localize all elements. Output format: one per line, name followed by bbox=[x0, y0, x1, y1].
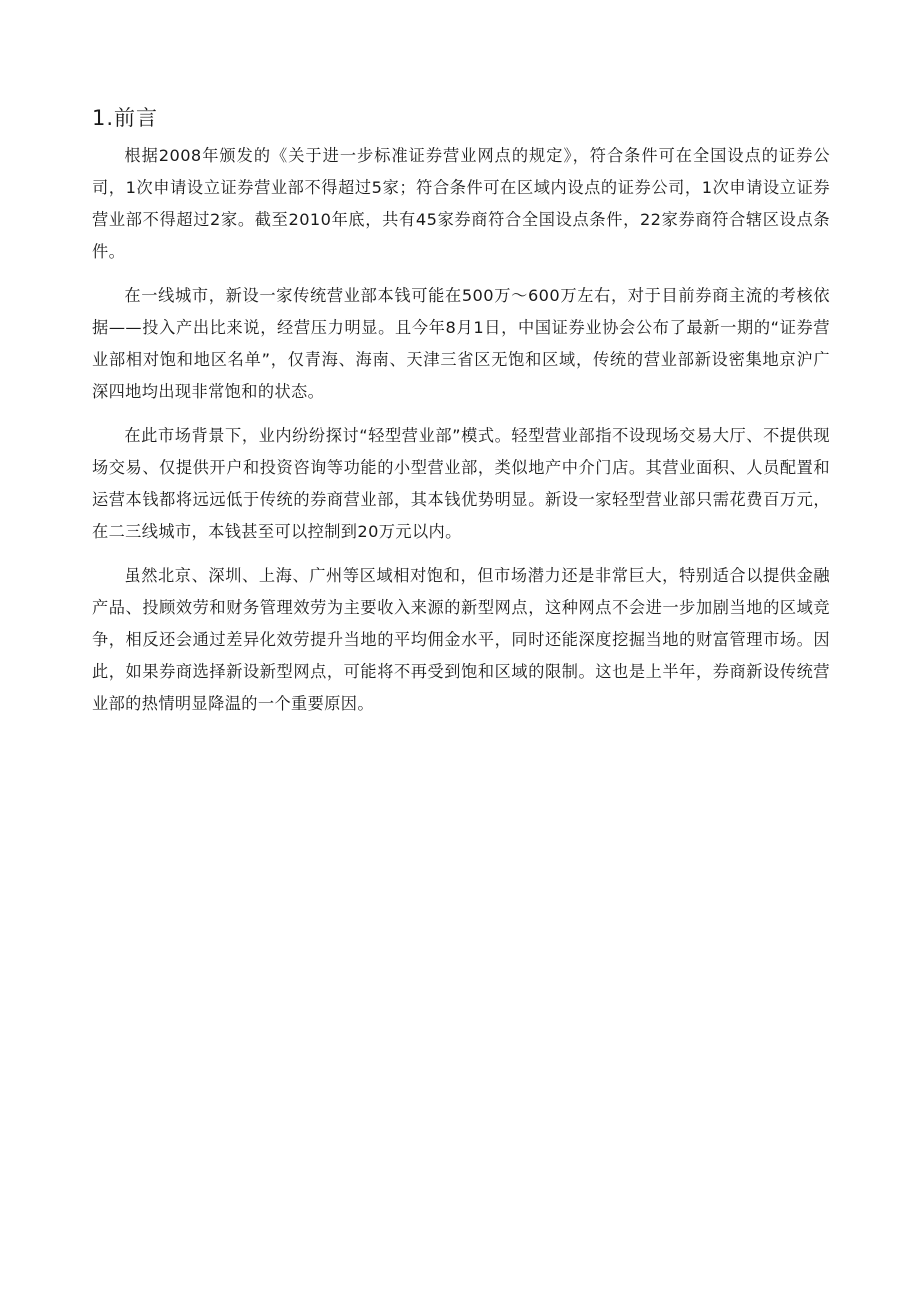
paragraph-2: 在一线城市，新设一家传统营业部本钱可能在500万～600万左右，对于目前券商主流的考核依据——投入产出比来说，经营压力明显。且今年8月1日，中国证券业协会公布了最新一期的“证券营业部相对饱和地区名单”，仅青海、海南、天津三省区无饱和区域，传统的营业部新设密集地京沪广深四地均出现非常饱和的状态。 bbox=[92, 286, 830, 401]
section-heading: 1.前言 bbox=[92, 106, 159, 130]
section-body bbox=[92, 140, 830, 732]
paragraph-4: 虽然北京、深圳、上海、广州等区域相对饱和，但市场潜力还是非常巨大，特别适合以提供金融产品、投顾效劳和财务管理效劳为主要收入来源的新型网点，这种网点不会进一步加剧当地的区域竞争，相反还会通过差异化效劳提升当地的平均佣金水平，同时还能深度挖掘当地的财富管理市场。因此，如果券商选择新设新型网点，可能将不再受到饱和区域的限制。这也是上半年，券商新设传统营业部的热情明显降温的一个重要原因。 bbox=[92, 566, 830, 713]
paragraph-1: 根据2008年颁发的《关于进一步标准证券营业网点的规定》，符合条件可在全国设点的证券公司，1次申请设立证券营业部不得超过5家；符合条件可在区域内设点的证券公司，1次申请设立证券营业部不得超过2家。截至2010年底，共有45家券商符合全国设点条件，22家券商符合辖区设点条件。 bbox=[92, 146, 830, 261]
paragraph-3: 在此市场背景下，业内纷纷探讨“轻型营业部”模式。轻型营业部指不设现场交易大厅、不提供现场交易、仅提供开户和投资咨询等功能的小型营业部，类似地产中介门店。其营业面积、人员配置和运营本钱都将远远低于传统的券商营业部，其本钱优势明显。新设一家轻型营业部只需花费百万元，在二三线城市，本钱甚至可以控制到20万元以内。 bbox=[92, 426, 830, 541]
